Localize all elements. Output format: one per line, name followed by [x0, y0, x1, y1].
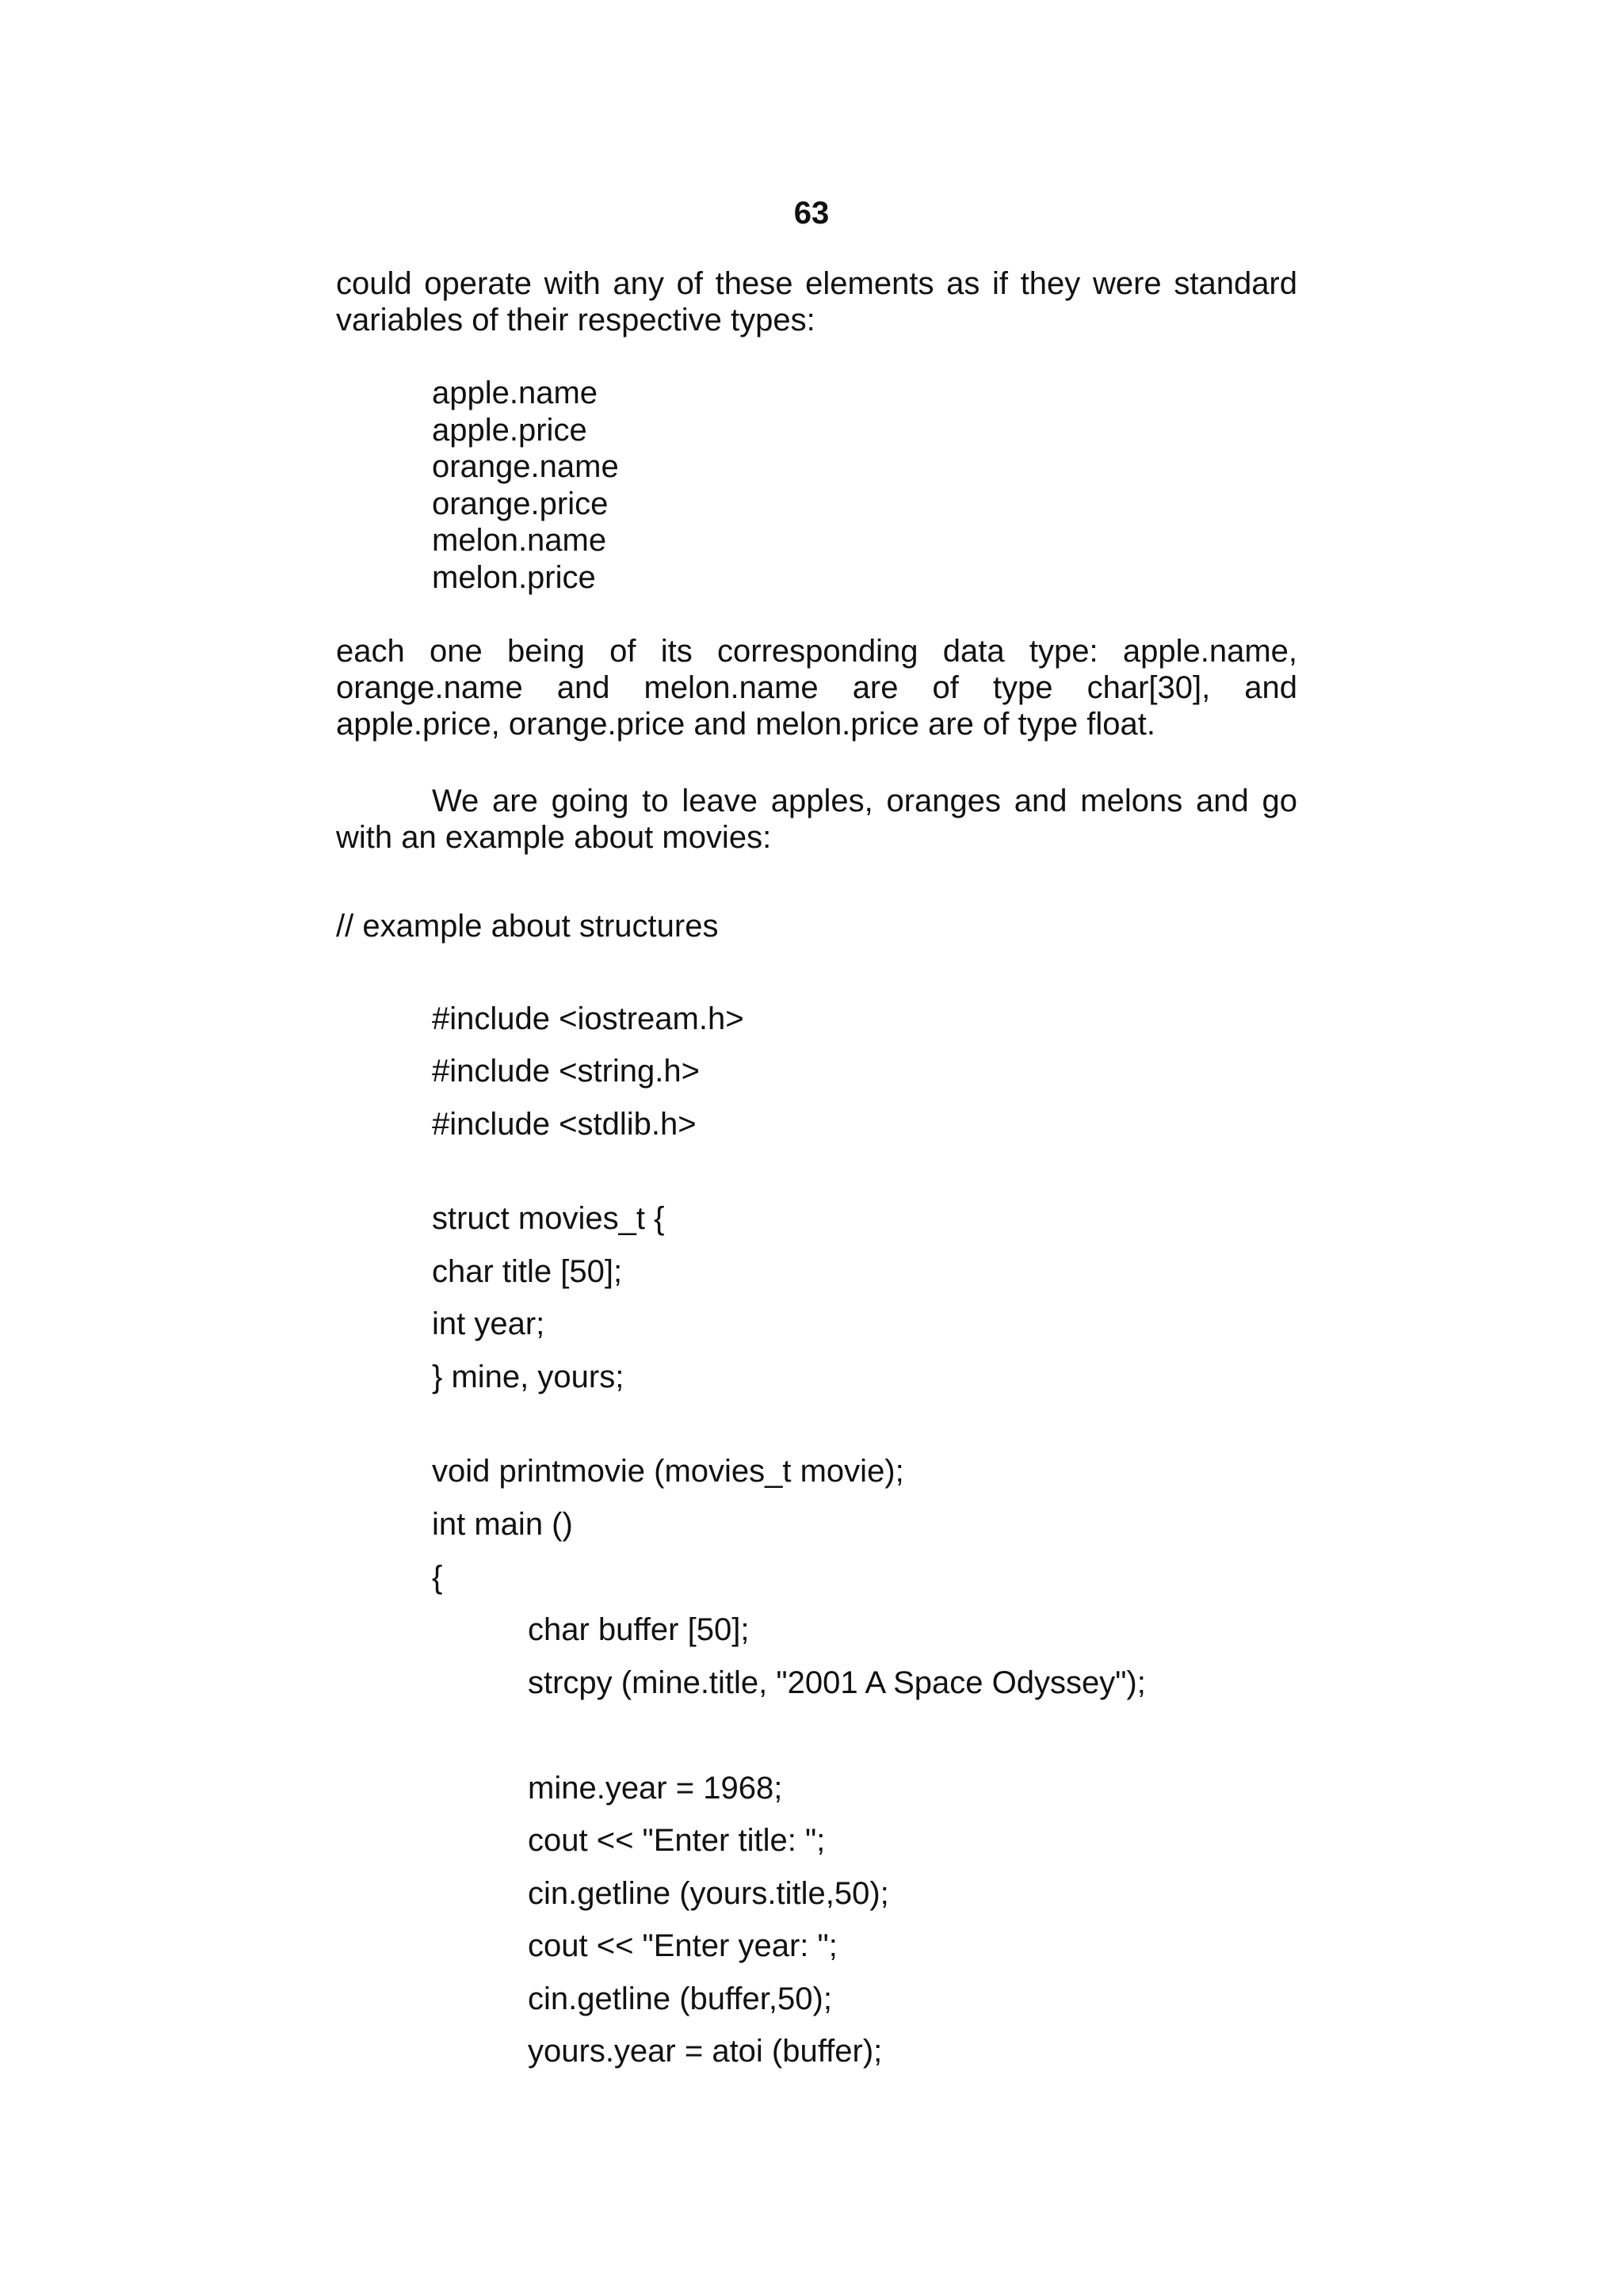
code-line: cout << "Enter year: "; — [528, 1928, 838, 1963]
code-comment: // example about structures — [336, 909, 719, 944]
code-line: { — [432, 1560, 443, 1595]
code-line: int main () — [432, 1507, 573, 1542]
member-list — [432, 375, 619, 596]
code-line: struct movies_t { — [432, 1201, 665, 1236]
code-line: #include <iostream.h> — [432, 1001, 744, 1036]
type-paragraph-line: apple.price, orange.price and melon.price are of type float. — [336, 707, 1155, 742]
code-line: } mine, yours; — [432, 1360, 624, 1394]
type-paragraph-line: each one being of its corresponding data type: apple.name, — [336, 634, 1297, 669]
movies-paragraph-line: with an example about movies: — [336, 820, 772, 855]
code-line: yours.year = atoi (buffer); — [528, 2034, 883, 2069]
list-item: orange.name — [432, 449, 619, 484]
code-line: void printmovie (movies_t movie); — [432, 1454, 904, 1489]
code-line: char title [50]; — [432, 1254, 623, 1289]
type-paragraph-line: orange.name and melon.name are of type char[30], and — [336, 670, 1297, 705]
intro-paragraph — [336, 265, 1297, 338]
intro-paragraph-text: could operate with any of these elements as if they were standard variables of their respective types: — [336, 266, 1297, 338]
code-line: cout << "Enter title: "; — [528, 1823, 826, 1858]
code-line: cin.getline (yours.title,50); — [528, 1876, 889, 1911]
type-paragraph — [336, 633, 1297, 742]
movies-paragraph-line: We are going to leave apples, oranges and melons and go — [432, 784, 1297, 818]
list-item: apple.name — [432, 376, 598, 410]
page-number: 63 — [793, 196, 830, 231]
code-line: cin.getline (buffer,50); — [528, 1981, 832, 2016]
list-item: melon.name — [432, 523, 607, 558]
code-line: char buffer [50]; — [528, 1612, 750, 1647]
list-item: apple.price — [432, 412, 587, 448]
code-line: #include <stdlib.h> — [432, 1107, 697, 1142]
code-line: strcpy (mine.title, "2001 A Space Odyssey"); — [528, 1665, 1146, 1700]
list-item: melon.price — [432, 559, 596, 595]
code-line: int year; — [432, 1306, 545, 1341]
code-line: #include <string.h> — [432, 1054, 701, 1089]
code-line: mine.year = 1968; — [528, 1771, 783, 1806]
movies-paragraph — [336, 783, 1297, 856]
list-item: orange.price — [432, 486, 609, 521]
